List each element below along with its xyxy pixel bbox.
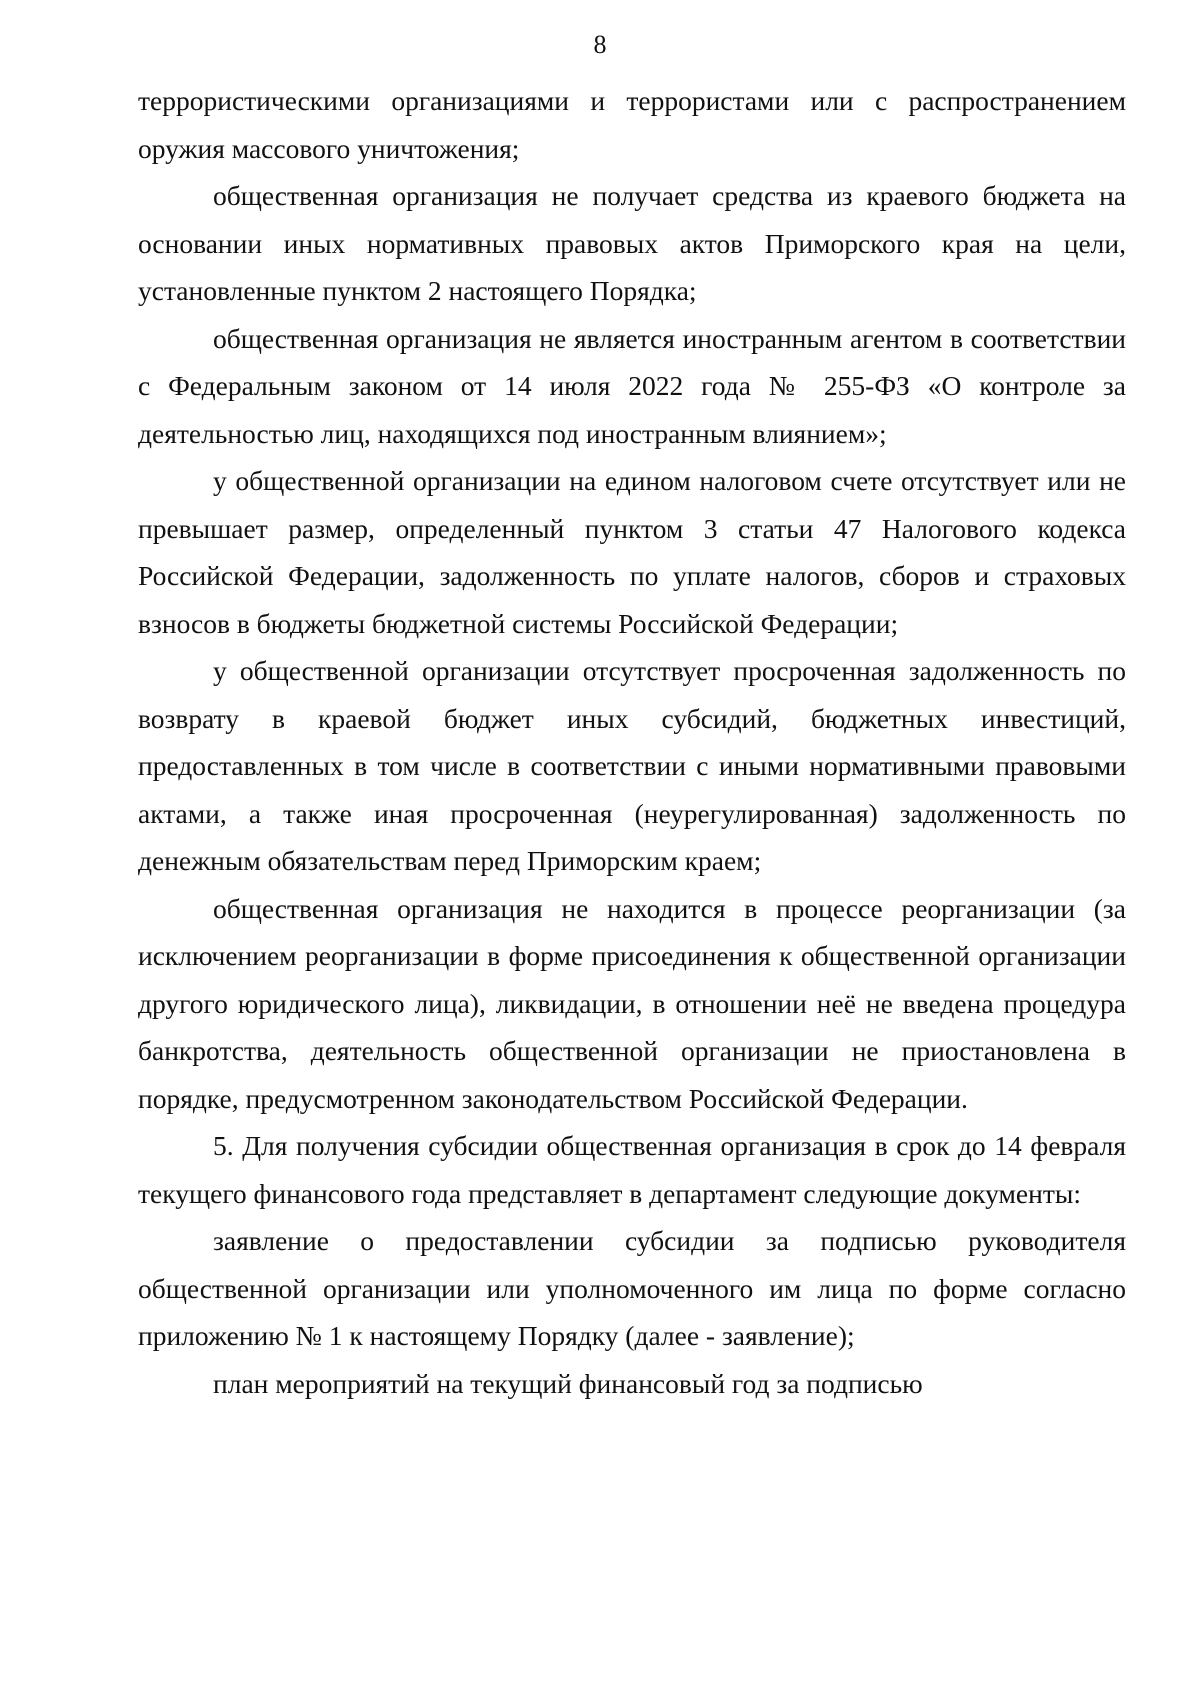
paragraph-continuation: террористическими организациями и террористами или с распространением оружия массового уничтожения;	[138, 85, 1126, 164]
paragraph-overdue-debt: у общественной организации отсутствует просроченная задолженность по возврату в краевой бюджет иных субсидий, бюджетных инвестиций, предоставленных в том числе в соответствии с иными нормативными правовыми актами, а также иная просроченная (неурегулированная) задолженность по денежным обязательствам перед Приморским краем;	[138, 655, 1126, 876]
paragraph-not-foreign-agent: общественная организация не является иностранным агентом в соответствии с Федеральным законом от 14 июля 2022 года № 255-ФЗ «О контроле за деятельностью лиц, находящихся под иностранным влиянием»;	[138, 322, 1126, 449]
paragraph-event-plan: план мероприятий на текущий финансовый год за подписью	[213, 1367, 923, 1399]
paragraph-clause-5: 5. Для получения субсидии общественная организация в срок до 14 февраля текущего финансового года представляет в департамент следующие документы:	[138, 1130, 1126, 1209]
paragraph-tax-debt: у общественной организации на едином налоговом счете отсутствует или не превышает размер, определенный пунктом 3 статьи 47 Налогового кодекса Российской Федерации, задолженность по уплате налогов, сборов и страховых взносов в бюджеты бюджетной системы Российской Федерации;	[138, 465, 1126, 639]
paragraph-no-reorganization: общественная организация не находится в процессе реорганизации (за исключением реорганизации в форме присоединения к общественной организации другого юридического лица), ликвидации, в отношении неё не введена процедура банкротства, деятельность общественной организации не приостановлена в порядке, предусмотренном законодательством Российской Федерации.	[138, 892, 1126, 1114]
page-number: 8	[593, 30, 607, 59]
document-body	[138, 77, 1126, 1407]
paragraph-application: заявление о предоставлении субсидии за подписью руководителя общественной организации или уполномоченного им лица по форме согласно приложению № 1 к настоящему Порядку (далее - заявление);	[138, 1225, 1126, 1351]
paragraph-no-regional-funds: общественная организация не получает средства из краевого бюджета на основании иных нормативных правовых актов Приморского края на цели, установленные пунктом 2 настоящего Порядка;	[138, 180, 1126, 306]
